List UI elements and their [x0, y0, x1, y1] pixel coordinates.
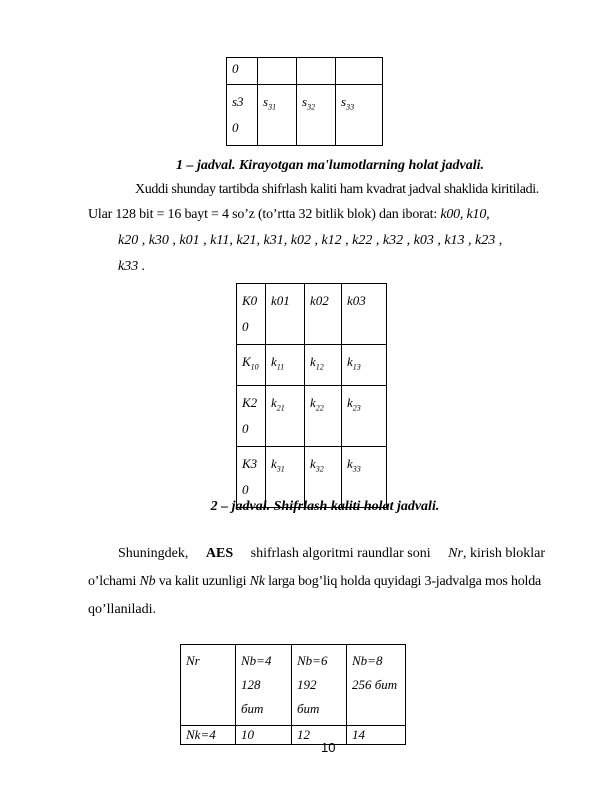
cell: k03 — [342, 284, 387, 345]
cell: $k_{22}$ — [305, 385, 342, 446]
cell: 0 — [227, 58, 258, 85]
cell: $s_{31}$ — [258, 85, 297, 146]
text: Nb — [139, 574, 156, 589]
cell — [336, 58, 383, 85]
key-table — [236, 283, 387, 508]
cell: $k_{32}$ — [305, 446, 342, 507]
paragraph-line: qo’llaniladi. — [88, 602, 157, 617]
cell: $k_{13}$ — [342, 345, 387, 386]
cell — [258, 58, 297, 85]
cell: $k_{21}$ — [266, 385, 305, 446]
cell: Nr — [181, 645, 236, 726]
cell: $k_{23}$ — [342, 385, 387, 446]
cell: 12 — [292, 726, 347, 745]
paragraph-line: k20 , k30 , k01 , k11, k21, k31, k02 , k12 , k22 , k32 , k03 , k13 , k23 , — [118, 233, 503, 248]
text: Nk — [249, 574, 265, 589]
paragraph-line — [88, 207, 489, 223]
cell: $k_{11}$ — [266, 345, 305, 386]
text: Ular 128 bit = 16 bayt = 4 so’z (to’rtta 32 bitlik blok) dan iborat: — [88, 207, 441, 222]
cell: K3 0 — [237, 446, 266, 507]
cell: $k_{12}$ — [305, 345, 342, 386]
cell: k02 — [305, 284, 342, 345]
cell: $K_{10}$ — [237, 345, 266, 386]
page-number: 10 — [321, 740, 336, 755]
cell: 14 — [347, 726, 406, 745]
text: , kirish bloklar — [462, 546, 545, 561]
cell: $k_{31}$ — [266, 446, 305, 507]
cell: $s_{33}$ — [336, 85, 383, 146]
rounds-table — [180, 644, 406, 745]
state-table — [226, 57, 383, 146]
cell: Nb=8 256 бит — [347, 645, 406, 726]
text: va kalit uzunligi — [155, 574, 250, 589]
text: shifrlash algoritmi raundlar soni — [250, 546, 431, 561]
cell: K2 0 — [237, 385, 266, 446]
paragraph-line — [118, 546, 545, 562]
caption-table-2: 2 – jadval. Shifrlash kaliti holat jadvali. — [210, 499, 440, 514]
paragraph-line: k33 . — [118, 259, 146, 274]
text: AES — [205, 546, 234, 561]
text: Shuningdek, — [118, 546, 189, 561]
cell — [297, 58, 336, 85]
cell: k01 — [266, 284, 305, 345]
cell: Nb=4 128 бит — [236, 645, 292, 726]
paragraph-line — [88, 574, 541, 590]
text: larga bog’liq holda quyidagi 3-jadvalga mos holda — [264, 574, 542, 589]
text: k00, k10, — [440, 207, 490, 222]
cell: Nb=6 192 бит — [292, 645, 347, 726]
cell: K0 0 — [237, 284, 266, 345]
caption-table-1: 1 – jadval. Kirayotgan ma'lumotlarning holat jadvali. — [175, 158, 485, 173]
text: o’lchami — [88, 574, 140, 589]
cell: $s_{32}$ — [297, 85, 336, 146]
text: Nr — [448, 546, 463, 561]
cell: s3 0 — [227, 85, 258, 146]
cell: 10 — [236, 726, 292, 745]
paragraph-line: Xuddi shunday tartibda shifrlash kaliti ham kvadrat jadval shaklida kiritiladi. — [135, 182, 539, 197]
cell: Nk=4 — [181, 726, 236, 745]
cell: $k_{33}$ — [342, 446, 387, 507]
